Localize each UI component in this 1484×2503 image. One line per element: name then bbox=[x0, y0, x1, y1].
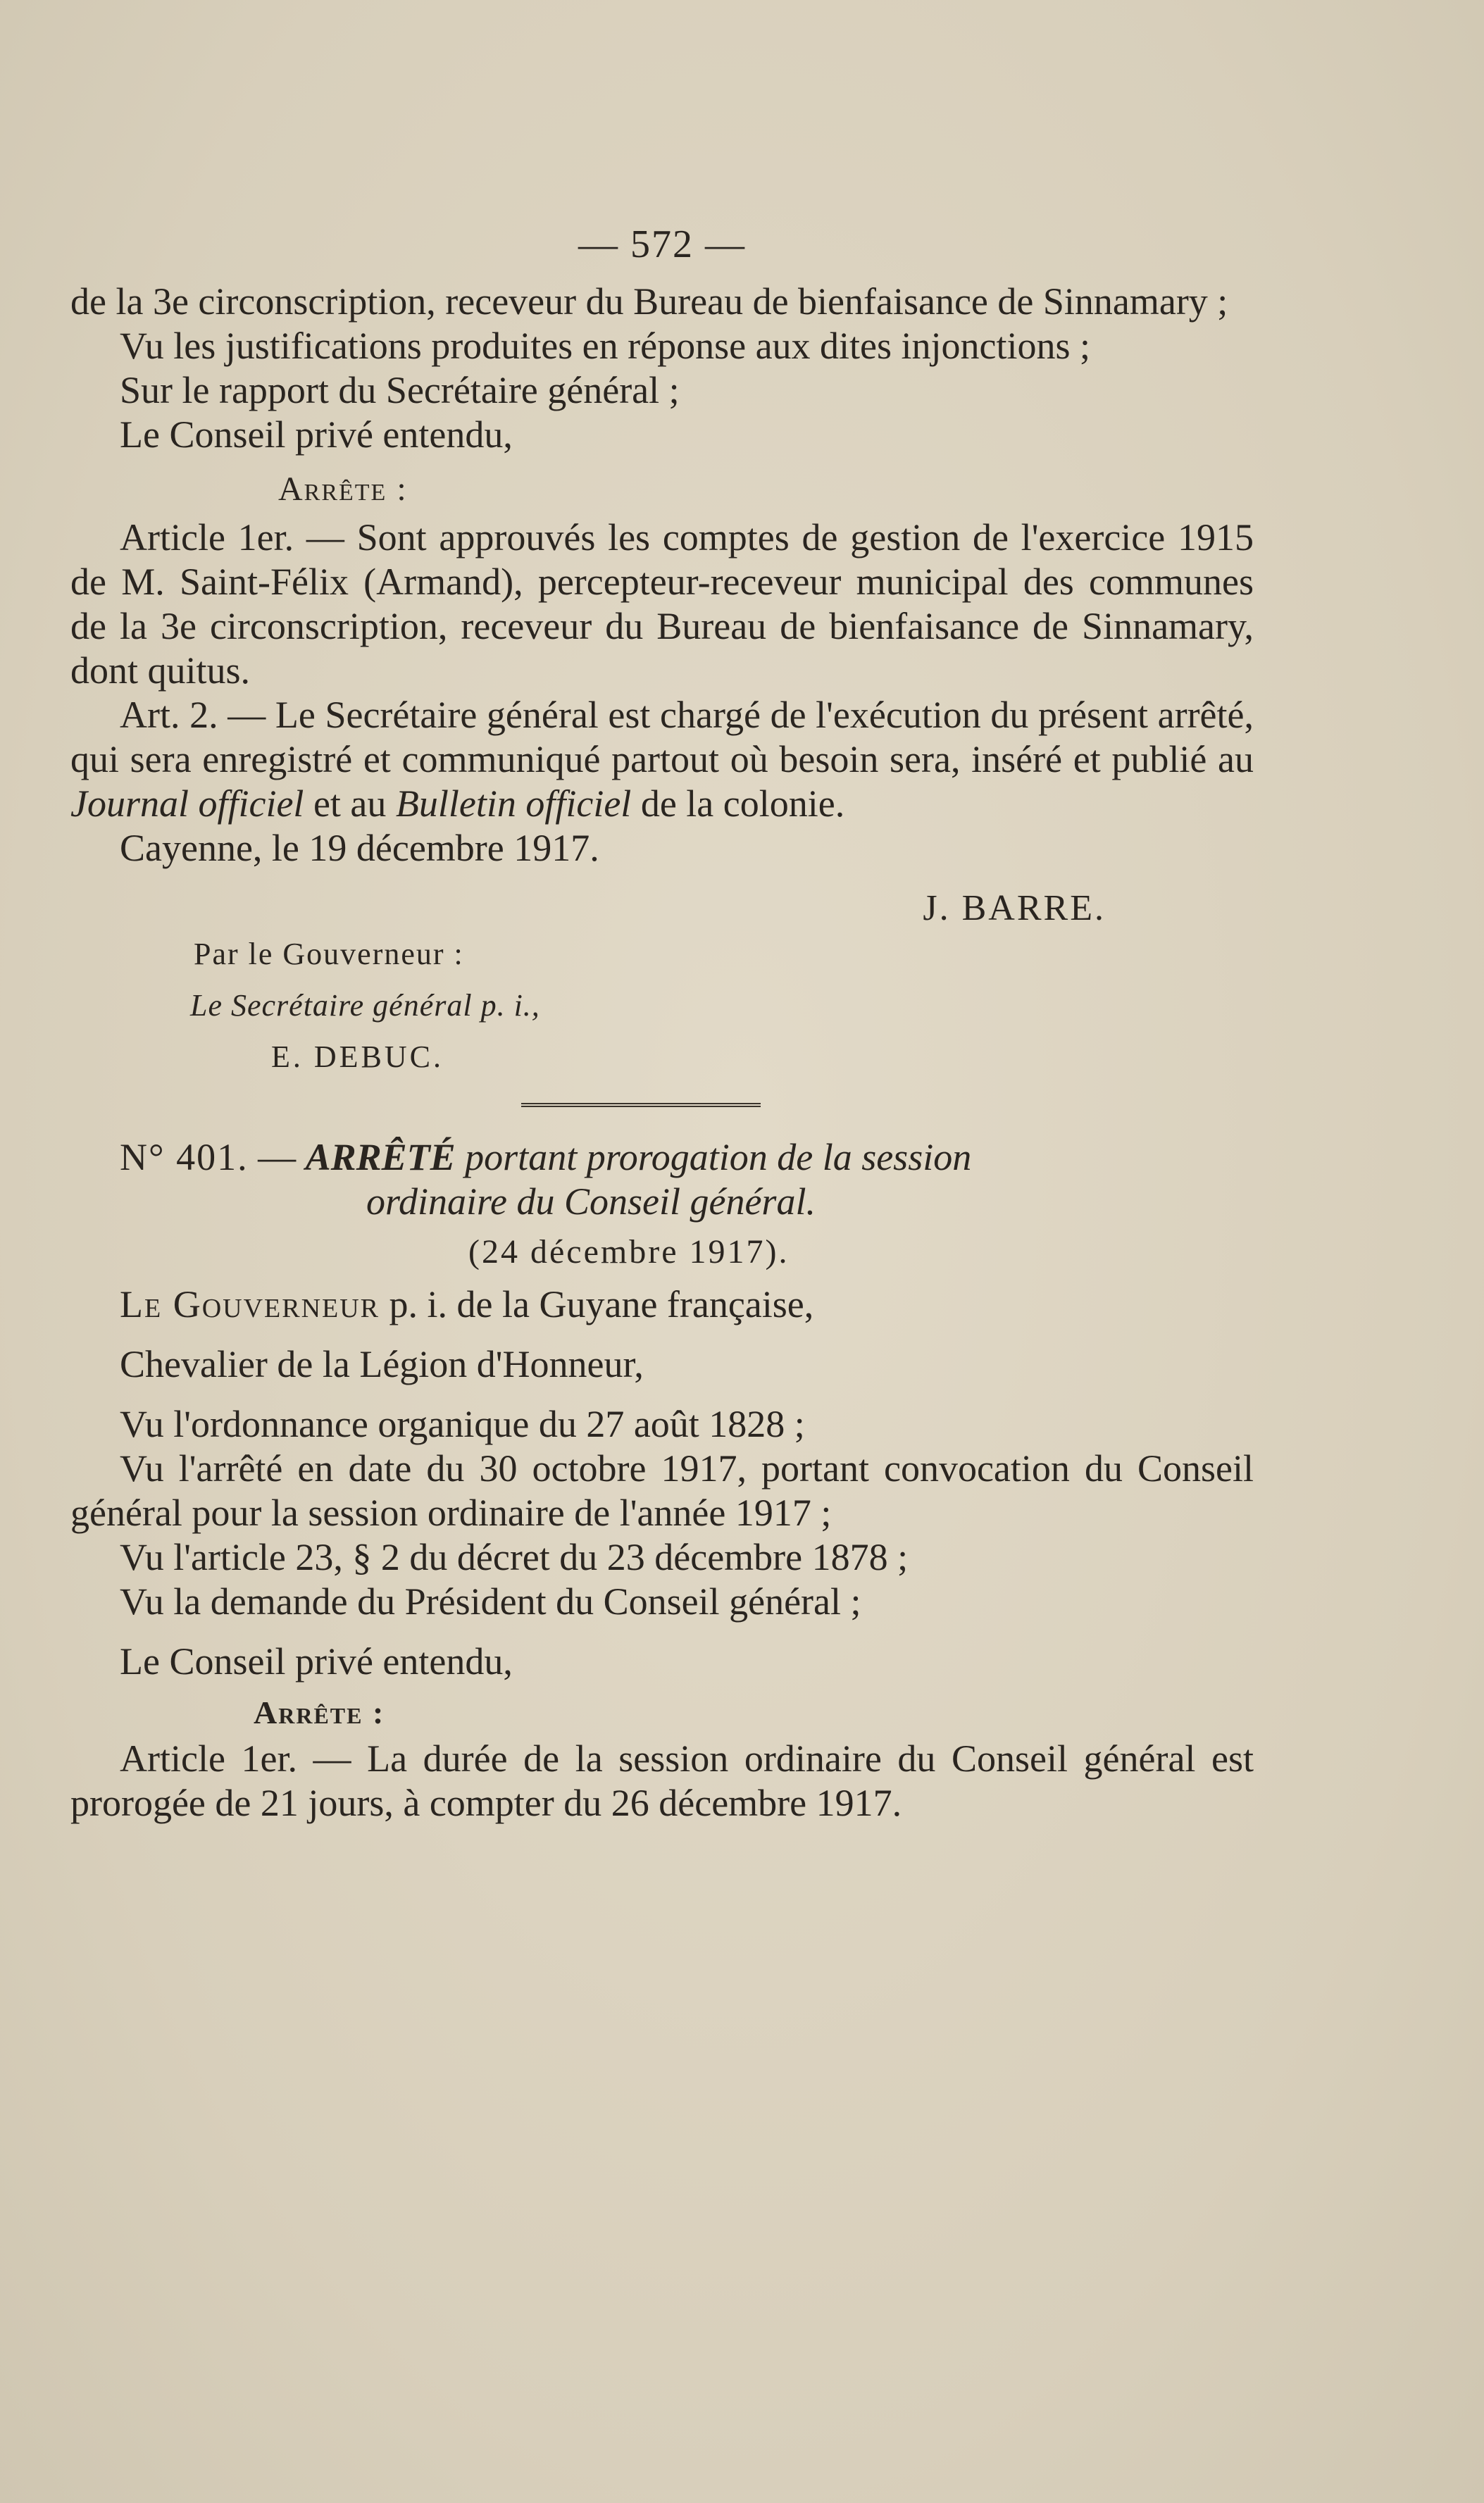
decree-title-rest: portant prorogation de la session bbox=[455, 1136, 972, 1178]
decree-number: N° 401. bbox=[120, 1136, 249, 1178]
decree-date: (24 décembre 1917). bbox=[468, 1233, 790, 1271]
conseil-prive-entendu: Le Conseil privé entendu, bbox=[120, 1640, 513, 1683]
arrete-heading-2: Arrête : bbox=[254, 1694, 385, 1730]
article-2-end: de la colonie. bbox=[631, 782, 845, 825]
decree-title-line2: ordinaire du Conseil général. bbox=[366, 1180, 816, 1223]
decree-dash: — bbox=[248, 1136, 306, 1178]
separator-rule bbox=[521, 1103, 761, 1107]
governor-prefix: Le Gouverneur bbox=[120, 1283, 380, 1325]
governor-line bbox=[70, 1282, 1254, 1327]
governor-rest: p. i. de la Guyane française, bbox=[380, 1283, 814, 1325]
vu-arrete: Vu l'arrêté en date du 30 octobre 1917, portant convocation du Conseil général pour la session ordinaire de l'année 1917 ; bbox=[70, 1447, 1254, 1534]
decree-title-bold: ARRÊTÉ bbox=[305, 1136, 456, 1178]
page-content bbox=[70, 222, 1254, 1825]
journal-officiel: Journal officiel bbox=[70, 782, 304, 825]
arrete-heading: Arrête : bbox=[278, 470, 408, 508]
article-1: Article 1er. — Sont approuvés les comptes de gestion de l'exercice 1915 de M. Saint-Félix (Armand), percepteur-receveur municipal des communes de la 3e circonscription, receveur du Bureau de bienfaisance de Sinnamary, dont quitus. bbox=[70, 516, 1254, 692]
signature: J. BARRE. bbox=[923, 888, 1106, 928]
vu-ordonnance: Vu l'ordonnance organique du 27 août 1828 ; bbox=[120, 1403, 805, 1445]
bulletin-officiel: Bulletin officiel bbox=[395, 782, 632, 825]
by-title: Le Secrétaire général p. i., bbox=[190, 988, 540, 1023]
article-final: Article 1er. — La durée de la session ordinaire du Conseil général est prorogée de 21 jours, à compter du 26 décembre 1917. bbox=[70, 1737, 1254, 1824]
date-place: Cayenne, le 19 décembre 1917. bbox=[120, 827, 599, 869]
chevalier-line: Chevalier de la Légion d'Honneur, bbox=[120, 1343, 644, 1385]
article-2 bbox=[70, 693, 1254, 826]
paragraph-receveur: de la 3e circonscription, receveur du Bureau de bienfaisance de Sinnamary ; bbox=[70, 280, 1228, 323]
article-2-mid: et au bbox=[304, 782, 396, 825]
paragraph-rapport: Sur le rapport du Secrétaire général ; bbox=[120, 369, 680, 411]
decree-heading bbox=[70, 1135, 1254, 1180]
article-2-start: Art. 2. — Le Secrétaire général est chargé de l'exécution du présent arrêté, qui sera enregistré et communiqué partout où besoin sera, inséré et publié au bbox=[70, 694, 1254, 780]
paragraph-conseil-entendu: Le Conseil privé entendu, bbox=[120, 413, 513, 456]
by-name: E. DEBUC. bbox=[271, 1040, 444, 1074]
vu-demande: Vu la demande du Président du Conseil général ; bbox=[120, 1580, 861, 1623]
page-number: — 572 — bbox=[578, 223, 746, 266]
paragraph-justifications: Vu les justifications produites en réponse aux dites injonctions ; bbox=[120, 325, 1091, 367]
vu-article: Vu l'article 23, § 2 du décret du 23 décembre 1878 ; bbox=[120, 1536, 909, 1578]
by-governor: Par le Gouverneur : bbox=[194, 937, 464, 971]
